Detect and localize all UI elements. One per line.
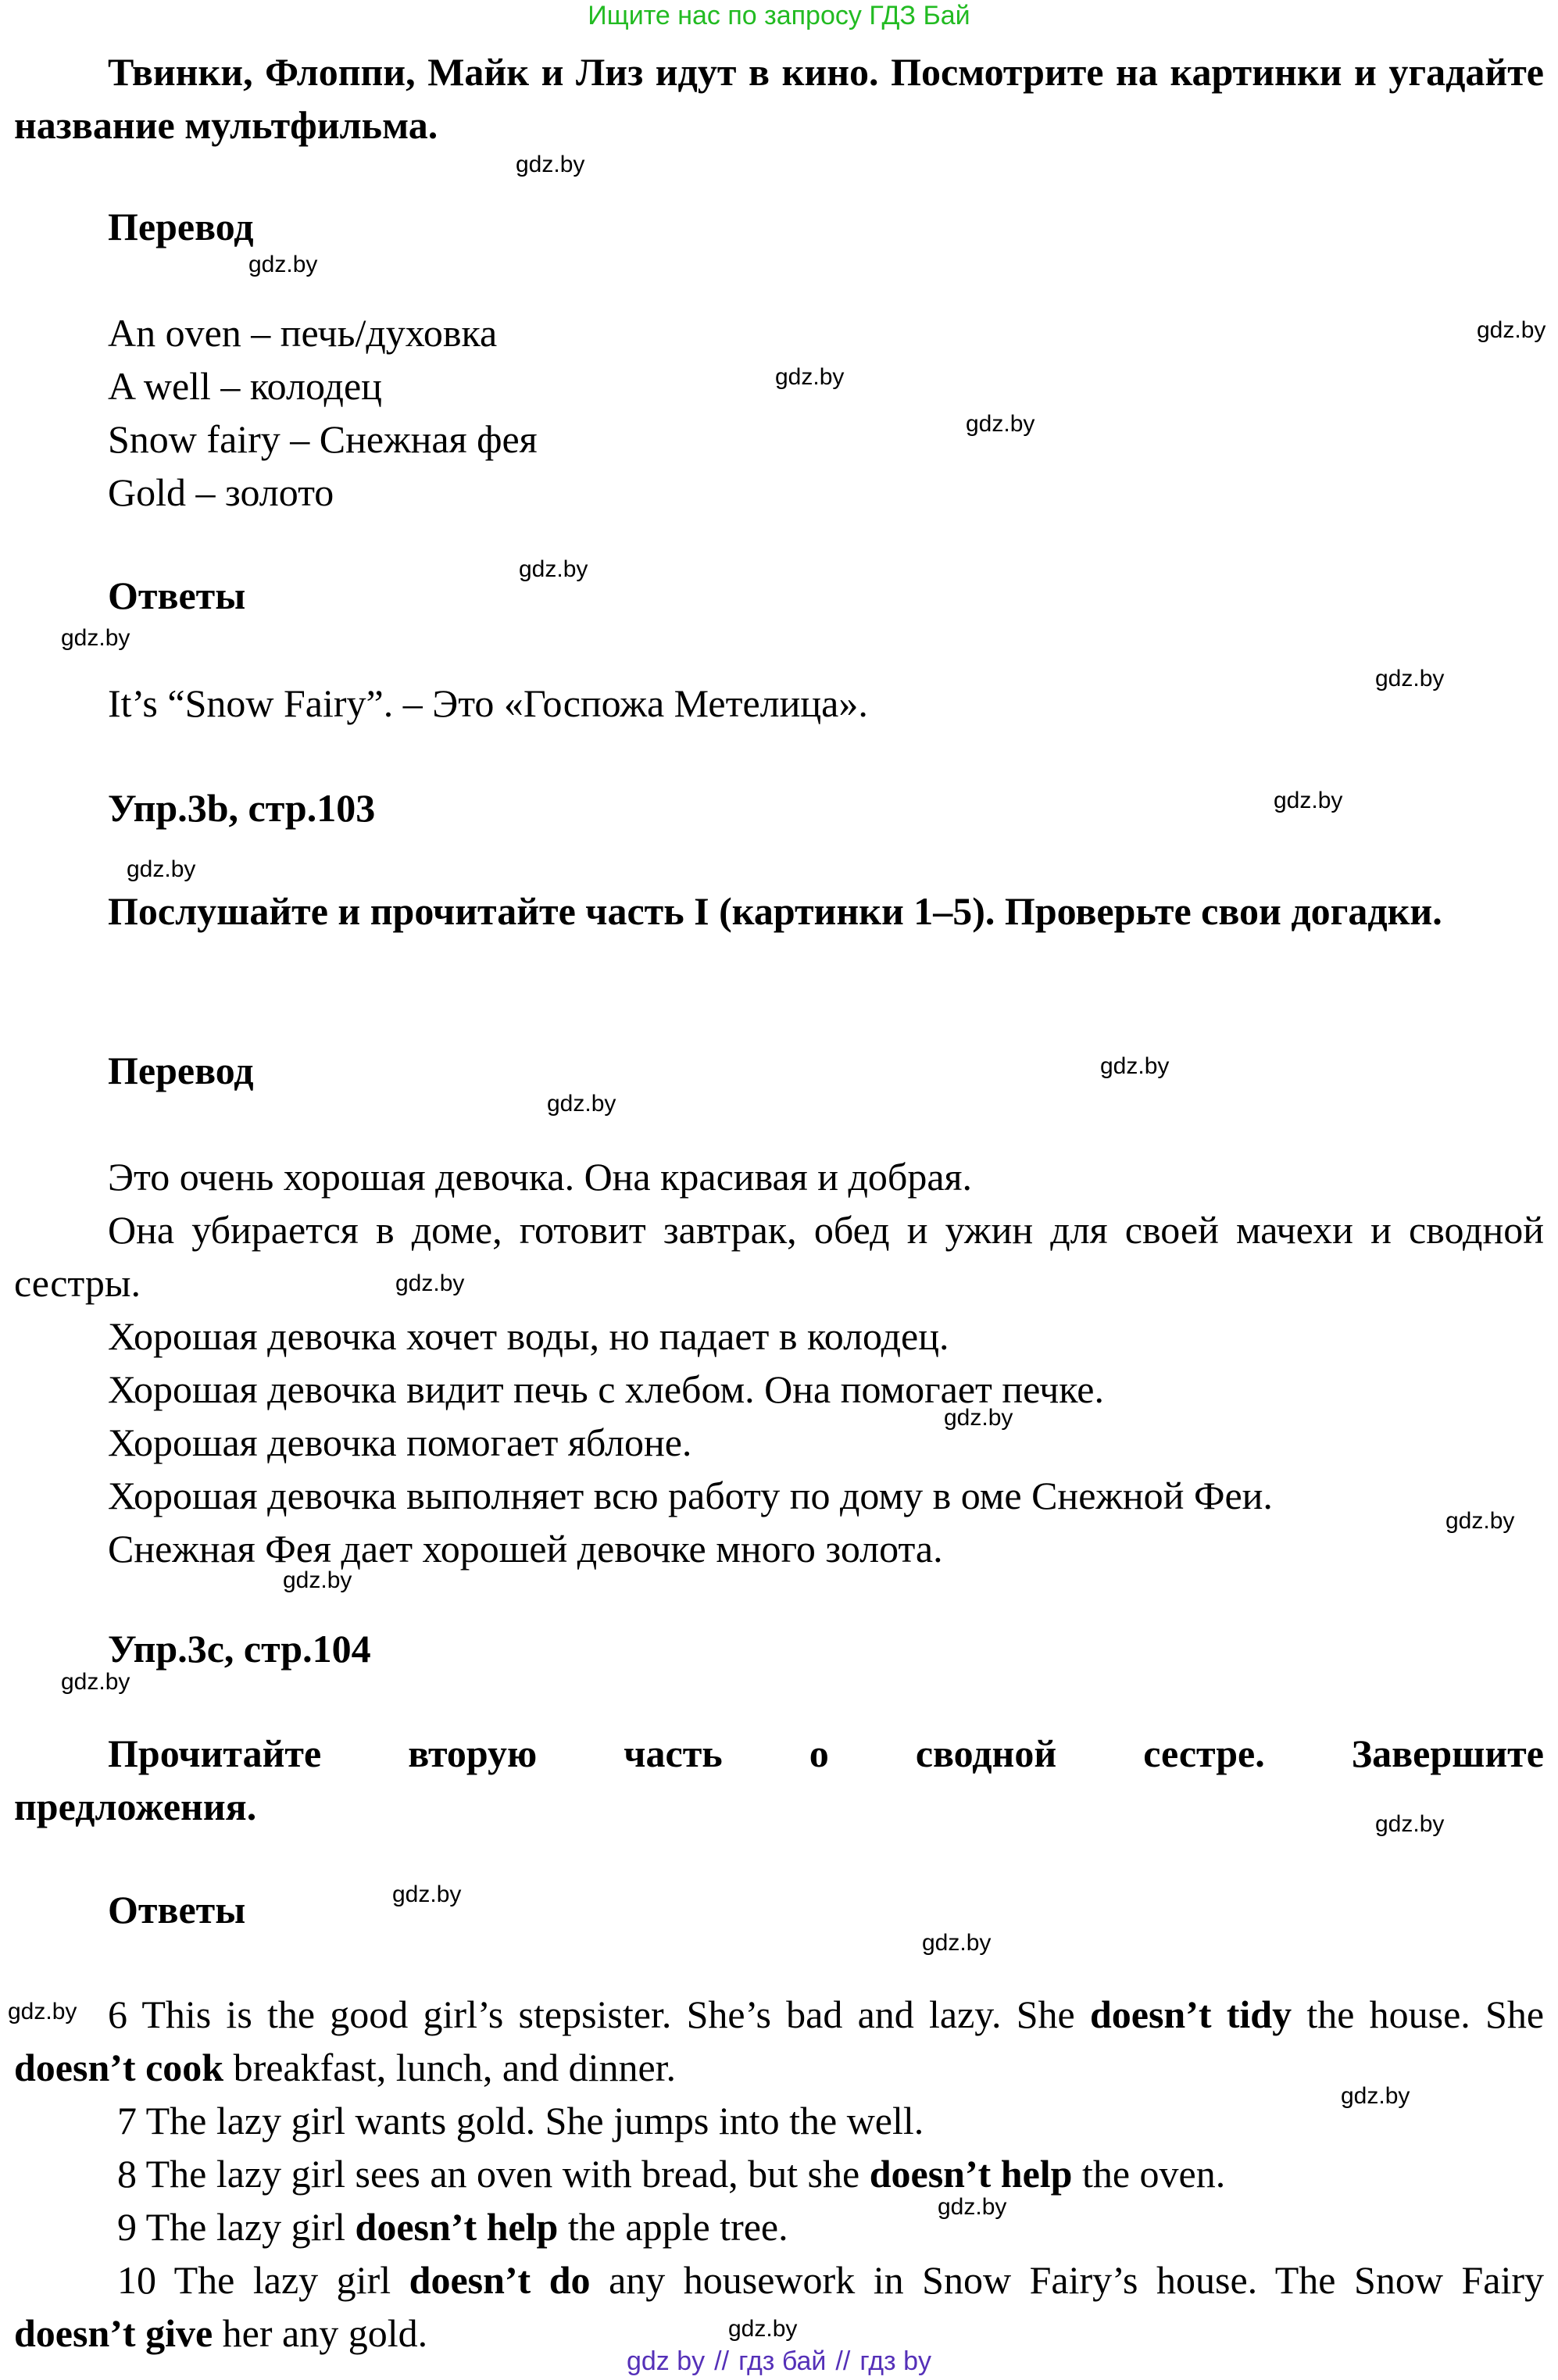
translation-line: Хорошая девочка помогает яблоне.	[108, 1420, 692, 1464]
watermark: gdz.by	[966, 411, 1035, 437]
answer-sentence-6	[14, 1988, 1544, 2094]
translation-line: Это очень хорошая девочка. Она красивая и добрая.	[108, 1155, 973, 1199]
sentence-text: breakfast, lunch, and dinner.	[223, 2046, 677, 2089]
bottom-banner	[0, 2346, 1558, 2377]
watermark: gdz.by	[775, 364, 845, 390]
sentence-text: the apple tree.	[558, 2205, 788, 2249]
translation-line: Снежная Фея дает хорошей девочке много золота.	[108, 1527, 943, 1571]
answer-sentence-7: 7 The lazy girl wants gold. She jumps into the well.	[117, 2099, 924, 2142]
answer-phrase: doesn’t tidy	[1089, 1992, 1292, 2036]
banner-link[interactable]: гдз by	[859, 2346, 931, 2376]
exercise-title-3b: Упр.3b, стр.103	[108, 786, 376, 830]
translation-line: Хорошая девочка видит печь с хлебом. Она помогает печке.	[108, 1367, 1104, 1411]
exercise-task-3b: Послушайте и прочитайте часть I (картинки 1–5). Проверьте свои догадки.	[108, 889, 1442, 933]
vocab-line: A well – колодец	[108, 364, 382, 408]
sentence-text: the house. She	[1292, 1992, 1545, 2036]
translation-line: Хорошая девочка хочет воды, но падает в колодец.	[108, 1314, 949, 1358]
intro-task: Твинки, Флоппи, Майк и Лиз идут в кино. Посмотрите на картинки и угадайте название мультфильма.	[14, 50, 1544, 147]
exercise-task-3c	[14, 1727, 1544, 1833]
watermark: gdz.by	[61, 1669, 130, 1695]
watermark: gdz.by	[1274, 788, 1343, 813]
task-word: сестре.	[1143, 1731, 1265, 1775]
task-word: о	[809, 1731, 829, 1775]
section-heading-translation-3b: Перевод	[108, 1049, 254, 1092]
watermark: gdz.by	[1375, 1811, 1445, 1837]
vocab-line: Snow fairy – Снежная фея	[108, 417, 538, 461]
watermark: gdz.by	[1100, 1053, 1170, 1079]
vocab-line: An oven – печь/духовка	[108, 311, 498, 355]
watermark: gdz.by	[395, 1270, 465, 1296]
answer-phrase: doesn’t give	[14, 2311, 213, 2355]
section-heading-answers-3c: Ответы	[108, 1888, 246, 1932]
banner-link[interactable]: gdz by	[626, 2346, 706, 2376]
watermark: gdz.by	[8, 1999, 77, 2024]
exercise-task-3c-line1	[14, 1727, 1544, 1780]
watermark: gdz.by	[248, 252, 318, 277]
banner-separator: //	[714, 2346, 730, 2376]
exercise-task-3c-line2: предложения.	[14, 1785, 257, 1828]
sentence-text: her any gold.	[213, 2311, 428, 2355]
answer-phrase: doesn’t help	[869, 2152, 1073, 2196]
answer-phrase: doesn’t cook	[14, 2046, 224, 2089]
sentence-text: 8 The lazy girl sees an oven with bread, but she	[117, 2152, 870, 2196]
watermark: gdz.by	[1341, 2083, 1410, 2109]
watermark: gdz.by	[922, 1930, 992, 1956]
watermark: gdz.by	[547, 1091, 616, 1117]
watermark: gdz.by	[1477, 317, 1546, 343]
watermark: gdz.by	[944, 1405, 1013, 1431]
answer-sentence-10	[14, 2253, 1544, 2360]
banner-separator: //	[835, 2346, 851, 2376]
top-banner: Ищите нас по запросу ГДЗ Бай	[588, 1, 970, 30]
translation-line: Хорошая девочка выполняет всю работу по дому в оме Снежной Феи.	[108, 1474, 1273, 1517]
watermark: gdz.by	[519, 556, 588, 582]
sentence-text: the oven.	[1072, 2152, 1226, 2196]
translation-line: Она убирается в доме, готовит завтрак, обед и ужин для своей мачехи и сводной сестры.	[14, 1208, 1544, 1305]
banner-link[interactable]: гдз бай	[738, 2346, 827, 2376]
answer-phrase: doesn’t do	[409, 2258, 591, 2302]
exercise-title-3c: Упр.3с, стр.104	[108, 1627, 371, 1671]
watermark: gdz.by	[61, 625, 130, 651]
task-word: вторую	[408, 1731, 538, 1775]
answer-phrase: doesn’t help	[355, 2205, 559, 2249]
section-heading-answers: Ответы	[108, 574, 246, 617]
task-word: сводной	[915, 1731, 1057, 1775]
vocab-line: Gold – золото	[108, 470, 334, 514]
section-heading-translation: Перевод	[108, 205, 254, 248]
task-word: Завершите	[1351, 1731, 1544, 1775]
watermark: gdz.by	[283, 1567, 352, 1593]
sentence-text: 10 The lazy girl	[117, 2258, 409, 2302]
answer-sentence-8	[117, 2147, 1225, 2200]
watermark: gdz.by	[516, 152, 585, 177]
sentence-text: 9 The lazy girl	[117, 2205, 356, 2249]
sentence-text: any housework in Snow Fairy’s house. The Snow Fairy	[590, 2258, 1544, 2302]
watermark: gdz.by	[1445, 1508, 1515, 1534]
task-word: Прочитайте	[108, 1731, 322, 1775]
answer-sentence-9	[117, 2200, 788, 2253]
watermark: gdz.by	[392, 1881, 462, 1907]
answer-line: It’s “Snow Fairy”. – Это «Госпожа Метелица».	[108, 681, 868, 725]
watermark: gdz.by	[127, 856, 196, 882]
watermark: gdz.by	[1375, 666, 1445, 691]
task-word: часть	[624, 1731, 723, 1775]
watermark: gdz.by	[728, 2316, 798, 2342]
watermark: gdz.by	[938, 2194, 1007, 2220]
sentence-text: 6 This is the good girl’s stepsister. She’s bad and lazy. She	[108, 1992, 1090, 2036]
